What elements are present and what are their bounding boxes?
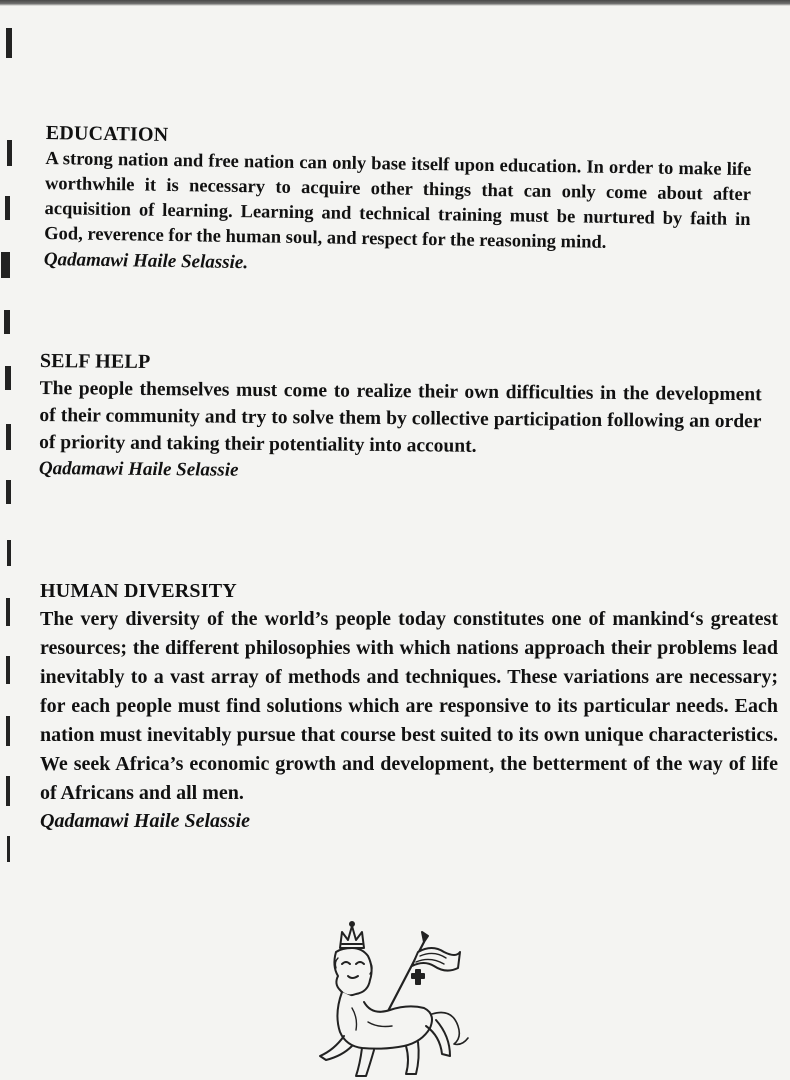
lion-of-judah-icon: [312, 918, 472, 1080]
section-human-diversity: [40, 580, 778, 834]
section-author: Qadamawi Haile Selassie: [40, 810, 250, 832]
page-top-edge: [0, 0, 790, 6]
section-body: The very diversity of the world’s people today constitutes one of mankind‘s greatest resources; the different philosophies with which nations approach their problems lead inevitably to a vast array of methods and techniques. These variations are necessary; for each people must find solutions which are responsive to its particular needs. Each nation must inevitably pursue that course best suited to its own unique characteristics. We seek Africa’s economic growth and development, the betterment of the way of life of Africans and all men.: [40, 608, 778, 804]
binding-marks: [0, 0, 24, 1080]
section-body: A strong nation and free nation can only base itself upon education. In order to make life worthwhile it is necessary to acquire other things that can only come about after acquisition of learning. Learning and technical training must be nurtured by faith in God, reverence for the human soul, and respect for the reasoning mind.: [44, 148, 752, 253]
section-self-help: [39, 350, 762, 488]
section-author: Qadamawi Haile Selassie.: [43, 248, 249, 274]
section-heading: EDUCATION: [45, 122, 169, 146]
section-heading: SELF HELP: [39, 350, 151, 373]
section-heading: HUMAN DIVERSITY: [40, 580, 237, 602]
section-author: Qadamawi Haile Selassie: [38, 457, 239, 481]
section-education: [44, 122, 752, 284]
section-body: The people themselves must come to realize their own difficulties in the development of their community and try to solve them by collective participation following an order of priority and taking their potentiality into account.: [39, 377, 762, 457]
